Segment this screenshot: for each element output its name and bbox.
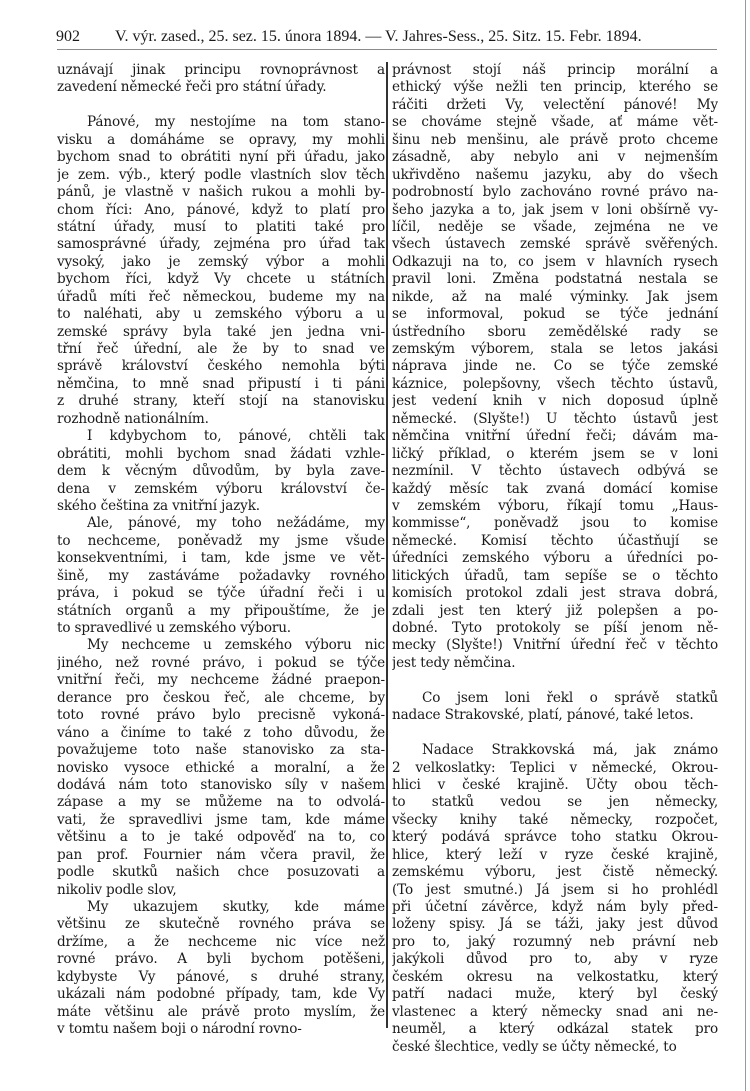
text-line: zemské správy byla také jen jedna vni- xyxy=(57,323,385,340)
text-line: pánů, je vlastně v našich rukou a mohli by- xyxy=(57,184,385,201)
text-line: zápase a my se můžeme na to odvolá- xyxy=(57,794,385,811)
text-line: zavedení německé řeči pro státní úřady. xyxy=(57,79,327,96)
right-column xyxy=(392,62,718,1056)
text-line: káznice, polepšovny, všech těchto ústavů, xyxy=(392,375,718,392)
text-line: My nechceme u zemského výboru nic xyxy=(87,637,385,654)
text-line: němčina vnitřní úřední řeči; dávám ma- xyxy=(392,428,718,445)
text-line: visku a domáháme se opravy, my mohli xyxy=(57,131,385,148)
text-line: podrobností bylo zachováno rovné právo na- xyxy=(392,184,718,201)
text-line: se chováme stejně všade, ať máme vět- xyxy=(392,114,718,131)
text-line: českém okresu na velkostatku, který xyxy=(392,968,718,985)
text-line: úřadů míti řeč německou, budeme my na xyxy=(57,288,385,305)
text-line: nikde, až na malé výminky. Jak jsem xyxy=(392,288,718,305)
text-line: Co jsem loni řekl o správě statků xyxy=(422,689,718,706)
text-line: bychom snad to obrátiti nyní při úřadu, jako xyxy=(57,149,385,166)
text-line: ráčiti držeti Vy, velectění pánové! My xyxy=(392,96,718,113)
text-line: hlici v české krajině. Účty obou těch- xyxy=(392,776,718,793)
text-line: dodává nám toto stanovisko síly v našem xyxy=(57,776,385,793)
text-line: šeho jazyka a to, jak jsem v loni obšírně vy- xyxy=(392,201,718,218)
text-line: to naléhati, aby u zemského výboru a u xyxy=(57,306,385,323)
text-line: ukázali nám podobné případy, tam, kde Vy xyxy=(57,986,385,1003)
text-line: v zemském výboru, říkají tomu „Haus- xyxy=(392,497,718,514)
text-line: loženy spisy. Já se táži, jaky jest důvod xyxy=(392,916,718,933)
text-line: (To jest smutné.) Já jsem si ho prohlédl xyxy=(392,881,718,898)
text-line: jest tedy němčina. xyxy=(392,654,516,671)
text-line: z druhé strany, kteří stojí na stanovisku xyxy=(57,393,385,410)
text-line: dem k věcným důvodům, by byla zave- xyxy=(57,463,385,480)
paragraph xyxy=(57,428,385,515)
text-line: kommisse“, poněvadž jsou to komise xyxy=(392,515,718,532)
text-line: Odkazuji na to, co jsem v hlavních rysech xyxy=(392,253,718,270)
text-line: I kdybychom to, pánové, chtěli tak xyxy=(87,428,385,445)
paragraph xyxy=(57,114,385,428)
text-line: třní řeč úřední, ale že by to snad ve xyxy=(57,341,385,357)
text-line: jakýkoli důvod pro to, aby v ryze xyxy=(392,951,718,968)
text-line: německé. (Slyšte!) U těchto ústavů jest xyxy=(392,410,718,427)
text-line: toto rovné právo bylo precisně vykoná- xyxy=(57,707,385,724)
text-line: držíme, a že nechceme nic více než xyxy=(57,933,385,950)
text-line: 2 velkoslatky: Teplici v německé, Okrou- xyxy=(392,759,718,776)
paragraph xyxy=(57,62,385,97)
text-line: dobné. Tyto protokoly se píší jenom ně- xyxy=(392,620,718,636)
text-line: vysoký, jako je zemský výbor a mohli xyxy=(57,253,385,270)
text-line: patří nadaci muže, který byl český xyxy=(392,986,718,1003)
paragraph-gap xyxy=(392,725,718,742)
text-line: se informoval, pokud se týče jednání xyxy=(392,306,718,323)
text-line: nezmínil. V těchto ústavech odbývá se xyxy=(392,463,718,480)
text-line: každý měsíc tak zvaná domácí komise xyxy=(392,480,718,497)
page-edge-line xyxy=(745,0,746,1091)
text-line: rozhodně nationálním. xyxy=(57,410,209,427)
text-line: všecky knihy také německy, rozpočet, xyxy=(392,811,718,828)
text-line: zásadně, aby nebylo ani v nejmenším xyxy=(392,149,718,166)
text-line: líčil, neděje se všade, zejména ne ve xyxy=(392,218,718,235)
text-line: správě království českého nemohla býti xyxy=(57,358,385,375)
text-line: ličký příklad, o kterém jsem se v loni xyxy=(392,445,718,462)
text-line: samosprávné úřady, zejména pro úřad tak xyxy=(57,236,385,253)
text-line: státní úřady, musí to platiti také pro xyxy=(57,218,385,235)
text-line: většinu a to je také odpověď na to, co xyxy=(57,829,385,846)
text-line: zemskému výboru, jest čistě německý. xyxy=(392,864,718,881)
left-column xyxy=(57,62,385,1039)
text-line: rovné právo. A byli bychom potěšeni, xyxy=(57,951,385,968)
text-line: šinu neb menšinu, ale právě proto chceme xyxy=(392,131,718,148)
text-line: státních organů a my připouštíme, že je xyxy=(57,602,385,619)
text-line: Pánové, my nestojíme na tom stano- xyxy=(87,114,385,131)
text-line: bychom říci, když Vy chcete u státních xyxy=(57,271,385,288)
text-line: chom říci: Ano, pánové, když to platí pro xyxy=(57,201,385,218)
paragraph xyxy=(57,637,385,899)
header-rule xyxy=(57,49,717,50)
text-line: Ale, pánové, my toho nežádáme, my xyxy=(87,515,385,532)
text-line: ského čeština za vnitřní jazyk. xyxy=(57,497,260,514)
running-header xyxy=(40,28,720,50)
text-line: novisko vysoce ethické a moralní, a že xyxy=(57,759,385,776)
text-line: jest vedení knih v nich doposud úplně xyxy=(392,393,718,410)
column-divider xyxy=(386,62,388,1028)
text-line: hlice, který leží v ryze české krajině, xyxy=(392,846,718,863)
text-line: v tomtu našem boji o národní rovno- xyxy=(57,1021,302,1038)
text-line: neuměl, a který odkázal statek pro xyxy=(392,1021,718,1038)
text-line: konsekventními, i tam, kde jsme ve vět- xyxy=(57,550,385,567)
text-line: vnitřní řeči, my nechceme žádné praepon- xyxy=(57,672,385,689)
text-line: který podává správce toho statku Okrou- xyxy=(392,829,718,846)
text-line: německé. Komisí těchto účastňují se xyxy=(392,532,718,549)
text-line: My ukazujem skutky, kde máme xyxy=(87,899,385,915)
text-line: to statků vedou se jen německy, xyxy=(392,794,718,811)
text-line: pravil loni. Změna podstatná nestala se xyxy=(392,271,718,288)
text-line: vlastenec a který německy snad ani ne- xyxy=(392,1003,718,1020)
text-line: pan prof. Fournier nám včera pravil, že xyxy=(57,846,385,863)
text-line: komisích protokol zdali jest strava dobrá, xyxy=(392,585,718,602)
paragraph xyxy=(57,899,385,1039)
text-line: práva, i pokud se týče úřadní řeči i u xyxy=(57,585,385,602)
text-line: české šlechtice, vedly se účty německé, to xyxy=(392,1038,677,1055)
text-line: to spravedlivé u zemského výboru. xyxy=(57,620,291,636)
text-line: máte většinu ale právě proto myslím, že xyxy=(57,1003,385,1020)
text-line: náprava jinde ne. Co se týče zemské xyxy=(392,358,718,375)
text-line: považujeme toto naše stanovisko za sta- xyxy=(57,742,385,759)
text-line: všech ústavech zemské správě svěřených. xyxy=(392,236,718,253)
text-line: zemským výborem, stala se letos jakási xyxy=(392,341,718,357)
text-line: ethický výše nežli ten princip, kterého se xyxy=(392,79,718,96)
text-line: litických úřadů, tam sepíše se o těchto xyxy=(392,567,718,584)
text-line: váno a činíme to také z toho důvodu, že xyxy=(57,724,385,741)
text-line: dena v zemském výboru království če- xyxy=(57,480,385,497)
text-line: pro to, jaký rozumný neb právní neb xyxy=(392,933,718,950)
text-line: ukřivděno našemu jazyku, aby do všech xyxy=(392,166,718,183)
text-line: nikoliv podle slov, xyxy=(57,881,177,898)
text-line: úředníci zemského výboru a úředníci po- xyxy=(392,550,718,567)
text-line: právnost stojí náš princip morální a xyxy=(392,62,718,78)
text-line: vati, že spravedlivi jsme tam, kde máme xyxy=(57,811,385,828)
paragraph xyxy=(392,742,718,1056)
text-line: uznávají jinak principu rovnoprávnost a xyxy=(57,62,385,78)
text-line: Nadace Strakkovská má, jak známo xyxy=(422,742,718,759)
text-line: to nechceme, poněvadž my jsme všude xyxy=(57,532,385,549)
text-line: nadace Strakovské, platí, pánové, také letos. xyxy=(392,707,694,724)
paragraph-gap xyxy=(392,672,718,689)
text-line: němčina, to mně snad připustí i ti páni xyxy=(57,375,385,392)
paragraph xyxy=(392,690,718,725)
text-line: zdali jest ten který již polepšen a po- xyxy=(392,602,718,619)
text-line: je zem. výb., který podle vlastních slov těch xyxy=(57,166,385,183)
page-number: 902 xyxy=(56,28,80,45)
text-line: mecky (Slyšte!) Vnitřní úřední řeč v těchto xyxy=(392,637,718,654)
paragraph xyxy=(57,515,385,637)
text-line: podle skutků našich chce posuzovati a xyxy=(57,864,385,881)
paragraph-gap xyxy=(57,97,385,114)
running-title: V. výr. zased., 25. sez. 15. února 1894. — V. Jahres-Sess., 25. Sitz. 15. Febr. 1894. xyxy=(115,28,642,45)
text-line: ústředního sboru zemědělské rady se xyxy=(392,323,718,340)
text-line: derance pro českou řeč, ale chceme, by xyxy=(57,689,385,706)
text-line: při účetní závěrce, když nám byly před- xyxy=(392,899,718,915)
text-line: obrátiti, mohli bychom snad žádati vzhle- xyxy=(57,445,385,462)
text-line: většinu ze skutečně rovného práva se xyxy=(57,916,385,933)
text-line: šině, my zastáváme požadavky rovného xyxy=(57,567,385,584)
paragraph xyxy=(392,62,718,672)
text-line: jiného, než rovné právo, i pokud se týče xyxy=(57,654,385,671)
text-line: kdybyste Vy pánové, s druhé strany, xyxy=(57,968,385,985)
